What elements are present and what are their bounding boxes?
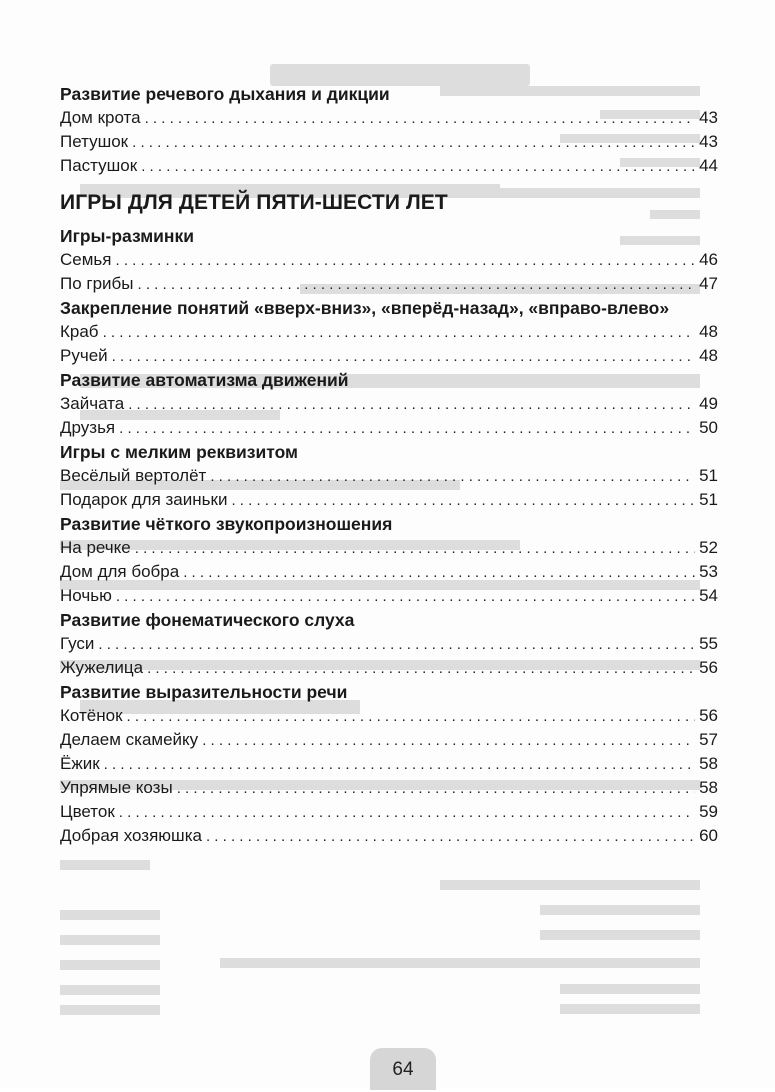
toc-entry[interactable] bbox=[60, 248, 718, 272]
dot-leader bbox=[202, 729, 695, 753]
entry-page: 49 bbox=[699, 394, 718, 413]
section-heading: Игры с мелким реквизитом bbox=[60, 442, 298, 462]
table-of-contents bbox=[60, 82, 718, 848]
toc-entry[interactable] bbox=[60, 536, 718, 560]
entry-title: Дом для бобра bbox=[60, 562, 180, 581]
entry-title: Цветок bbox=[60, 802, 115, 821]
entry-page: 48 bbox=[699, 346, 718, 365]
entry-page: 44 bbox=[699, 156, 718, 175]
section-heading: Игры-разминки bbox=[60, 226, 195, 246]
section-heading: Развитие фонематического слуха bbox=[60, 610, 355, 630]
dot-leader bbox=[116, 585, 695, 609]
section-heading: Развитие речевого дыхания и дикции bbox=[60, 84, 390, 104]
toc-entry[interactable] bbox=[60, 106, 718, 130]
toc-entry[interactable] bbox=[60, 272, 718, 296]
toc-entry[interactable] bbox=[60, 344, 718, 368]
entry-title: Жужелица bbox=[60, 658, 144, 677]
dot-leader bbox=[104, 753, 695, 777]
dot-leader bbox=[147, 657, 695, 681]
entry-title: Пастушок bbox=[60, 156, 138, 175]
entry-title: Гуси bbox=[60, 634, 95, 653]
section-heading: Развитие автоматизма движений bbox=[60, 370, 349, 390]
toc-entry[interactable] bbox=[60, 632, 718, 656]
dot-leader bbox=[119, 801, 695, 825]
dot-leader bbox=[98, 633, 695, 657]
toc-section bbox=[60, 296, 718, 368]
dot-leader bbox=[103, 321, 695, 345]
entry-page: 60 bbox=[699, 826, 718, 845]
dot-leader bbox=[135, 537, 695, 561]
entry-page: 58 bbox=[699, 754, 718, 773]
section-heading: Развитие выразительности речи bbox=[60, 682, 348, 702]
toc-entry[interactable] bbox=[60, 584, 718, 608]
toc-entry[interactable] bbox=[60, 728, 718, 752]
entry-title: Делаем скамейку bbox=[60, 730, 199, 749]
toc-section bbox=[60, 440, 718, 512]
entry-title: Зайчата bbox=[60, 394, 125, 413]
section-heading: Закрепление понятий «вверх-вниз», «вперёд-назад», «вправо-влево» bbox=[60, 298, 670, 318]
toc-entry[interactable] bbox=[60, 824, 718, 848]
entry-title: Ёжик bbox=[60, 754, 100, 773]
entry-page: 47 bbox=[699, 274, 718, 293]
entry-page: 52 bbox=[699, 538, 718, 557]
dot-leader bbox=[127, 705, 695, 729]
toc-entry[interactable] bbox=[60, 320, 718, 344]
part-title: ИГРЫ ДЛЯ ДЕТЕЙ ПЯТИ-ШЕСТИ ЛЕТ bbox=[60, 191, 448, 214]
toc-entry[interactable] bbox=[60, 464, 718, 488]
toc-entry[interactable] bbox=[60, 130, 718, 154]
dot-leader bbox=[128, 393, 695, 417]
toc-entry[interactable] bbox=[60, 704, 718, 728]
entry-title: Добрая хозяюшка bbox=[60, 826, 202, 845]
toc-entry[interactable] bbox=[60, 656, 718, 680]
entry-title: На речке bbox=[60, 538, 131, 557]
page-number: 64 bbox=[392, 1059, 414, 1080]
entry-title: Ручей bbox=[60, 346, 108, 365]
entry-page: 43 bbox=[699, 132, 718, 151]
toc-entry[interactable] bbox=[60, 752, 718, 776]
entry-title: По грибы bbox=[60, 274, 134, 293]
toc-section bbox=[60, 368, 718, 440]
dot-leader bbox=[183, 561, 695, 585]
toc-entry[interactable] bbox=[60, 416, 718, 440]
entry-page: 43 bbox=[699, 108, 718, 127]
dot-leader bbox=[112, 345, 695, 369]
dot-leader bbox=[141, 155, 695, 179]
toc-entry[interactable] bbox=[60, 392, 718, 416]
dot-leader bbox=[206, 825, 695, 849]
toc-entry[interactable] bbox=[60, 776, 718, 800]
entry-title: Петушок bbox=[60, 132, 129, 151]
entry-page: 56 bbox=[699, 658, 718, 677]
toc-section bbox=[60, 608, 718, 680]
entry-page: 56 bbox=[699, 706, 718, 725]
entry-page: 51 bbox=[699, 490, 718, 509]
dot-leader bbox=[177, 777, 695, 801]
entry-page: 46 bbox=[699, 250, 718, 269]
entry-title: Семья bbox=[60, 250, 112, 269]
toc-section bbox=[60, 680, 718, 848]
entry-page: 51 bbox=[699, 466, 718, 485]
page-number-tab bbox=[370, 1048, 436, 1090]
entry-title: Друзья bbox=[60, 418, 116, 437]
entry-page: 58 bbox=[699, 778, 718, 797]
entry-title: Дом крота bbox=[60, 108, 141, 127]
entry-page: 55 bbox=[699, 634, 718, 653]
dot-leader bbox=[138, 273, 695, 297]
dot-leader bbox=[210, 465, 695, 489]
entry-page: 50 bbox=[699, 418, 718, 437]
dot-leader bbox=[119, 417, 695, 441]
dot-leader bbox=[132, 131, 695, 155]
entry-title: Ночью bbox=[60, 586, 112, 605]
entry-page: 59 bbox=[699, 802, 718, 821]
toc-entry[interactable] bbox=[60, 560, 718, 584]
toc-entry[interactable] bbox=[60, 154, 718, 178]
toc-entry[interactable] bbox=[60, 800, 718, 824]
entry-title: Упрямые козы bbox=[60, 778, 173, 797]
entry-page: 54 bbox=[699, 586, 718, 605]
entry-title: Весёлый вертолёт bbox=[60, 466, 207, 485]
toc-section bbox=[60, 82, 718, 178]
toc-entry[interactable] bbox=[60, 488, 718, 512]
entry-title: Краб bbox=[60, 322, 99, 341]
dot-leader bbox=[115, 249, 695, 273]
entry-page: 48 bbox=[699, 322, 718, 341]
toc-section bbox=[60, 224, 718, 296]
dot-leader bbox=[145, 107, 695, 131]
toc-section bbox=[60, 512, 718, 608]
dot-leader bbox=[231, 489, 695, 513]
entry-title: Подарок для заиньки bbox=[60, 490, 228, 509]
entry-page: 57 bbox=[699, 730, 718, 749]
entry-title: Котёнок bbox=[60, 706, 123, 725]
entry-page: 53 bbox=[699, 562, 718, 581]
section-heading: Развитие чёткого звукопроизношения bbox=[60, 514, 393, 534]
